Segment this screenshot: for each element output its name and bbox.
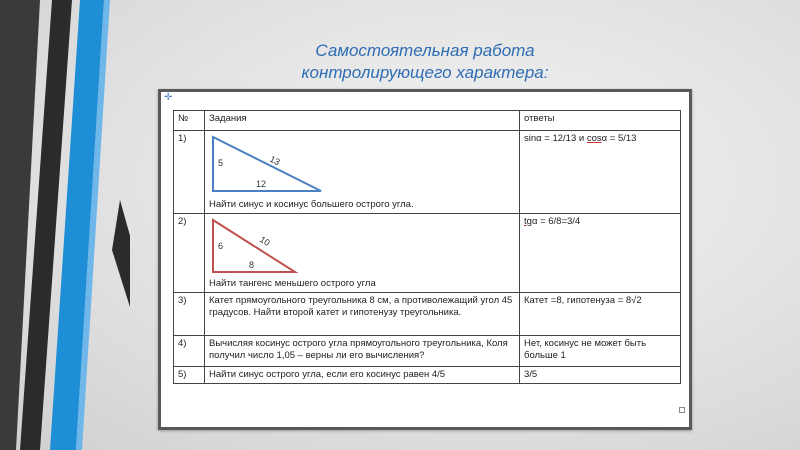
table-frame — [158, 89, 692, 430]
answer-part: α = 6/8=3/4 — [531, 216, 581, 227]
table-header-row — [174, 111, 681, 131]
move-handle-icon[interactable]: ✛ — [164, 92, 173, 103]
tasks-table — [173, 110, 681, 384]
answer-cell — [520, 214, 681, 293]
slide-title — [255, 40, 595, 84]
decorative-stripes — [0, 0, 130, 450]
header-num: № — [174, 111, 205, 131]
task-text: Найти синус и косинус большего острого угла. — [209, 199, 414, 210]
right-triangle-diagram — [209, 133, 329, 199]
table-row — [174, 336, 681, 367]
task-cell — [205, 214, 520, 293]
title-line-1: Самостоятельная работа — [315, 41, 535, 60]
title-line-2: контролирующего характера: — [301, 63, 549, 82]
table-row — [174, 214, 681, 293]
answer-part: α = 12/13 и — [536, 133, 587, 144]
header-answers: ответы — [520, 111, 681, 131]
side-a-label: 5 — [218, 158, 224, 168]
answer-tg: tg — [524, 216, 532, 227]
side-a-label: 6 — [218, 241, 224, 251]
row-num: 4) — [174, 336, 205, 367]
task-cell: Катет прямоугольного треугольника 8 см, а противолежащий угол 45 градусов. Найти второй катет и гипотенузу треугольника. — [205, 293, 520, 336]
resize-handle[interactable] — [679, 407, 685, 413]
answer-cell: 3/5 — [520, 367, 681, 384]
task-cell — [205, 131, 520, 214]
triangle-shape — [213, 137, 321, 191]
task-cell: Найти синус острого угла, если его косинус равен 4/5 — [205, 367, 520, 384]
hypotenuse-label: 10 — [257, 234, 272, 249]
answer-cell: Нет, косинус не может быть больше 1 — [520, 336, 681, 367]
dark-bottom-stripe — [112, 200, 130, 450]
row-num: 1) — [174, 131, 205, 214]
header-task: Задания — [205, 111, 520, 131]
answer-cos: cos — [586, 133, 602, 144]
row-num: 3) — [174, 293, 205, 336]
table-row — [174, 367, 681, 384]
answer-cell — [520, 131, 681, 214]
row-num: 2) — [174, 214, 205, 293]
answer-sin: sin — [524, 133, 537, 144]
task-text: Найти тангенс меньшего острого угла — [209, 278, 376, 289]
task-cell: Вычисляя косинус острого угла прямоугольного треугольника, Коля получил число 1,05 – верны ли его вычисления? — [205, 336, 520, 367]
table-row — [174, 293, 681, 336]
table-row — [174, 131, 681, 214]
side-b-label: 8 — [249, 260, 255, 270]
side-b-label: 12 — [256, 179, 267, 189]
right-triangle-diagram — [209, 216, 309, 278]
answer-part: α = 5/13 — [601, 133, 637, 144]
row-num: 5) — [174, 367, 205, 384]
hypotenuse-label: 13 — [268, 153, 282, 168]
answer-cell: Катет =8, гипотенуза = 8√2 — [520, 293, 681, 336]
